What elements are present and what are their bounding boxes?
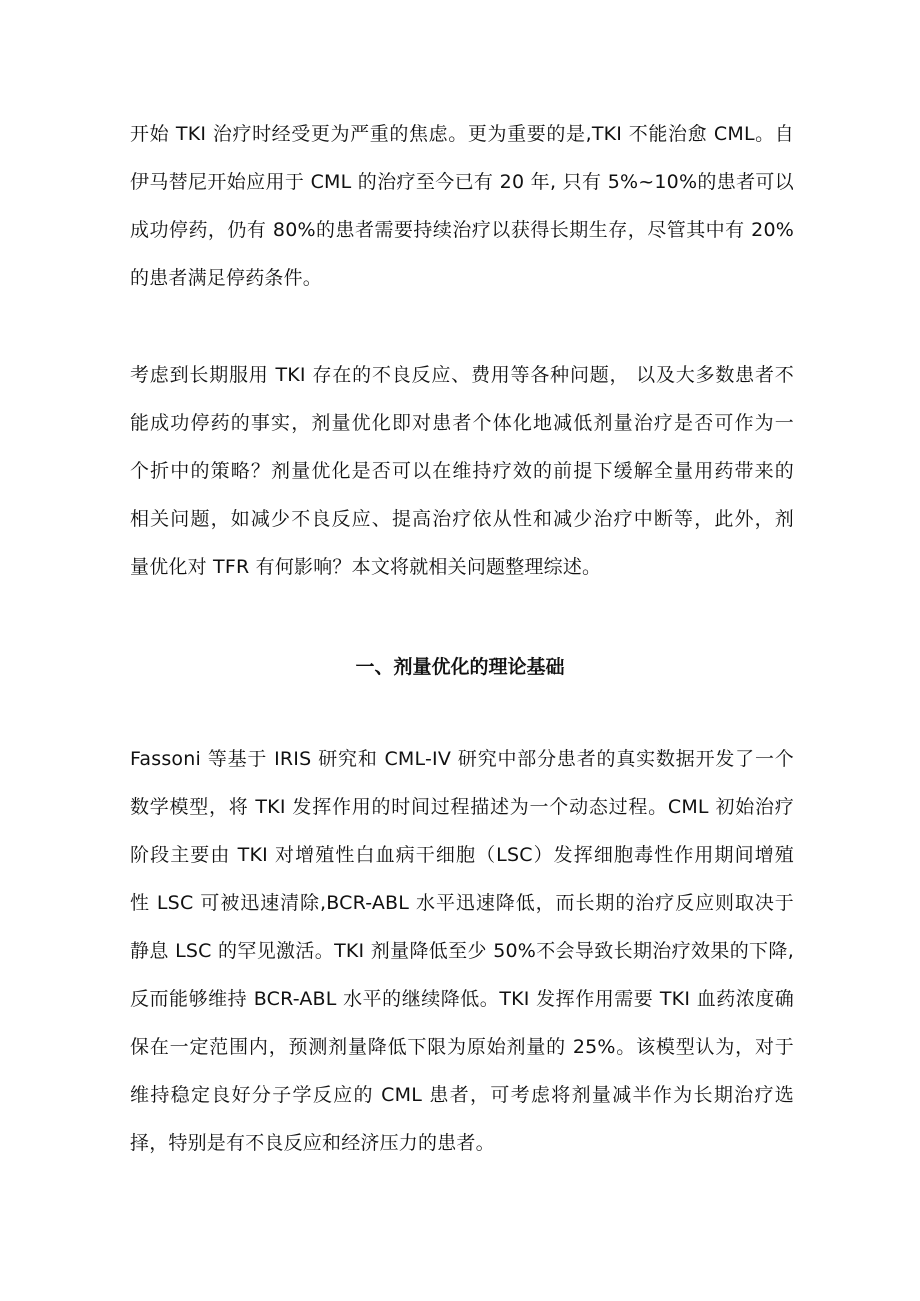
section-heading: 一、剂量优化的理论基础 bbox=[355, 656, 565, 678]
text-line: 维持稳定良好分子学反应的 CML 患者，可考虑将剂量减半作为长期治疗选 bbox=[130, 1084, 794, 1106]
text-line: 成功停药，仍有 80%的患者需要持续治疗以获得长期生存，尽管其中有 20% bbox=[130, 219, 794, 241]
text-line: 个折中的策略？剂量优化是否可以在维持疗效的前提下缓解全量用药带来的 bbox=[130, 460, 794, 482]
text-line: 量优化对 TFR 有何影响？本文将就相关问题整理综述。 bbox=[130, 556, 602, 578]
text-line: 伊马替尼开始应用于 CML 的治疗至今已有 20 年, 只有 5%~10%的患者可以 bbox=[130, 171, 794, 193]
text-line: 能成功停药的事实，剂量优化即对患者个体化地减低剂量治疗是否可作为一 bbox=[130, 412, 794, 434]
text-line: 保在一定范围内，预测剂量降低下限为原始剂量的 25%。该模型认为，对于 bbox=[130, 1036, 794, 1058]
text-line: 反而能够维持 BCR-ABL 水平的继续降低。TKI 发挥作用需要 TKI 血药浓度确 bbox=[130, 988, 794, 1010]
text-line: 性 LSC 可被迅速清除,BCR-ABL 水平迅速降低，而长期的治疗反应则取决于 bbox=[130, 892, 794, 914]
paragraph-tki-anxiety bbox=[130, 110, 794, 302]
text-line: 的患者满足停药条件。 bbox=[130, 267, 323, 289]
text-line: 静息 LSC 的罕见激活。TKI 剂量降低至少 50%不会导致长期治疗效果的下降, bbox=[130, 940, 794, 962]
text-line: 阶段主要由 TKI 对增殖性白血病干细胞（LSC）发挥细胞毒性作用期间增殖 bbox=[130, 844, 794, 866]
text-line: 开始 TKI 治疗时经受更为严重的焦虑。更为重要的是,TKI 不能治愈 CML。自 bbox=[130, 123, 794, 145]
text-line: 择，特别是有不良反应和经济压力的患者。 bbox=[130, 1132, 495, 1154]
paragraph-dose-optimization-question bbox=[130, 351, 794, 591]
text-line: 相关问题，如减少不良反应、提高治疗依从性和减少治疗中断等，此外，剂 bbox=[130, 508, 794, 530]
paragraph-fassoni-model bbox=[130, 735, 794, 1167]
text-line: 数学模型，将 TKI 发挥作用的时间过程描述为一个动态过程。CML 初始治疗 bbox=[130, 796, 794, 818]
text-line: Fassoni 等基于 IRIS 研究和 CML-IV 研究中部分患者的真实数据开发了一个 bbox=[130, 748, 794, 770]
text-line: 考虑到长期服用 TKI 存在的不良反应、费用等各种问题， 以及大多数患者不 bbox=[130, 364, 794, 386]
